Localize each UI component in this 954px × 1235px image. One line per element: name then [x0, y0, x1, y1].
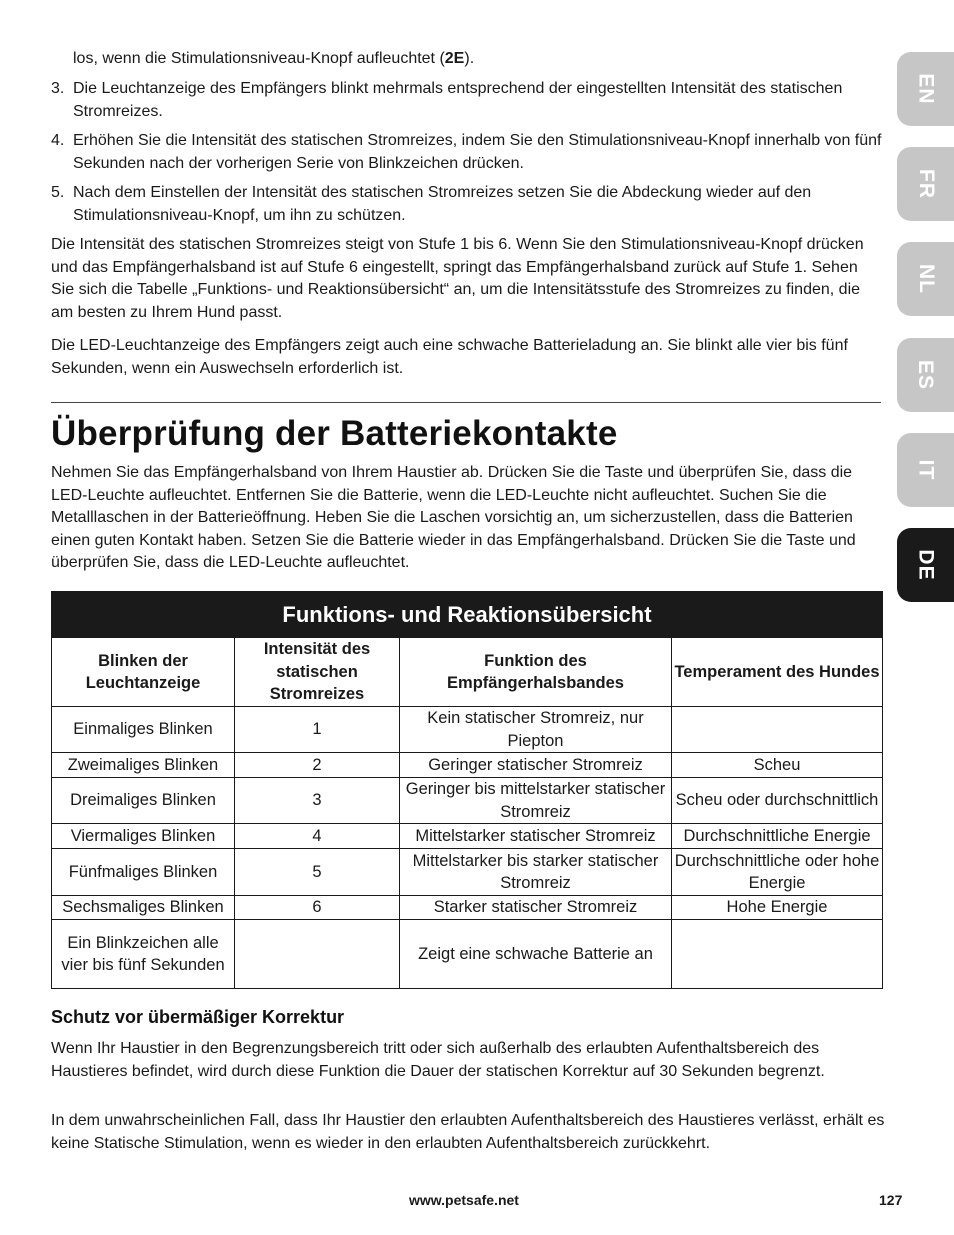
tab-es[interactable]: [897, 338, 954, 412]
tab-fr[interactable]: [897, 147, 954, 221]
step-continuation-text: los, wenn die Stimulationsniveau-Knopf aufleuchtet (: [73, 50, 445, 67]
table-cell: Durchschnittliche Energie: [672, 824, 883, 849]
step-text: Erhöhen Sie die Intensität des statischen Stromreizes, indem Sie den Stimulationsniveau-Knopf innerhalb von fünf Sekunden nach der vorherigen Serie von Blinkzeichen drücken.: [73, 132, 882, 172]
table-row: [52, 849, 883, 896]
table-cell: Geringer statischer Stromreiz: [400, 753, 672, 778]
table-cell: 1: [235, 707, 400, 753]
table-cell: Scheu oder durchschnittlich: [672, 778, 883, 824]
led-paragraph: Die LED-Leuchtanzeige des Empfängers zeigt auch eine schwache Batterieladung an. Sie blinkt alle vier bis fünf Sekunden, wenn ein Auswechseln erforderlich ist.: [51, 337, 848, 377]
step-number: 3.: [51, 80, 65, 97]
function-table: [51, 591, 883, 989]
table-cell: Einmaliges Blinken: [52, 707, 235, 753]
table-row: [52, 824, 883, 849]
subsection-paragraph-2: In dem unwahrscheinlichen Fall, dass Ihr Haustier den erlaubten Aufenthaltsbereich des Haustieres verlässt, erhält es keine Statische Stimulation, wenn es wieder in den erlaubten Aufenthaltsbereich zurückkehrt.: [51, 1112, 885, 1152]
step-4: [51, 130, 882, 175]
tab-en[interactable]: [897, 52, 954, 126]
step-3: [51, 78, 882, 123]
step-text: Die Leuchtanzeige des Empfängers blinkt mehrmals entsprechend der eingestellten Intensität des statischen Stromreizes.: [73, 80, 843, 120]
column-header: Temperament des Hundes: [672, 638, 883, 707]
subsection-paragraph-1: Wenn Ihr Haustier in den Begrenzungsbereich tritt oder sich außerhalb des erlaubten Aufenthaltsbereich des Haustieres befindet, wird durch diese Funktion die Dauer der statischen Korrektur auf 30 Sekunden begrenzt.: [51, 1040, 825, 1080]
footer-url: www.petsafe.net: [409, 1192, 519, 1208]
step-text: Nach dem Einstellen der Intensität des statischen Stromreizes setzen Sie die Abdeckung wieder auf den Stimulationsniveau-Knopf, um ihn zu schützen.: [73, 184, 812, 224]
tab-it[interactable]: [897, 433, 954, 507]
table-cell: 2: [235, 753, 400, 778]
table-cell: Fünfmaliges Blinken: [52, 849, 235, 896]
table-cell: Mittelstarker bis starker statischer Stromreiz: [400, 849, 672, 896]
subheading: Schutz vor übermäßiger Korrektur: [51, 1007, 345, 1027]
step-continuation: [51, 48, 882, 71]
section-divider: [51, 402, 881, 403]
tab-nl[interactable]: [897, 242, 954, 316]
table-cell: Durchschnittliche oder hohe Energie: [672, 849, 883, 896]
table-cell: 5: [235, 849, 400, 896]
figure-ref: 2E: [444, 50, 465, 67]
step-5: [51, 182, 882, 227]
table-cell: Mittelstarker statischer Stromreiz: [400, 824, 672, 849]
table-cell: Zweimaliges Blinken: [52, 753, 235, 778]
table-row: [52, 896, 883, 920]
section-body: Nehmen Sie das Empfängerhalsband von Ihrem Haustier ab. Drücken Sie die Taste und überprüfen Sie, dass die LED-Leuchte aufleuchtet. Entfernen Sie die Batterie, wenn die LED-Leuchte nicht aufleuchtet. Suchen Sie die Metalllaschen in der Batterieöffnung. Heben Sie die Laschen vorsichtig an, um sicherzustellen, dass die Batterien einen guten Kontakt haben. Setzen Sie die Batterie wieder in das Empfängerhalsband. Drücken Sie die Taste und überprüfen Sie, dass die LED-Leuchte aufleuchtet.: [51, 464, 856, 571]
table-cell: [235, 920, 400, 989]
table-cell: Scheu: [672, 753, 883, 778]
table-cell: [672, 707, 883, 753]
tab-label: IT: [914, 459, 938, 481]
tab-label: EN: [914, 73, 938, 105]
table-row: [52, 778, 883, 824]
tab-label: ES: [914, 359, 938, 391]
column-header: Intensität des statischen Stromreizes: [235, 638, 400, 707]
table-row: [52, 707, 883, 753]
table-cell: Viermaliges Blinken: [52, 824, 235, 849]
table-title: Funktions- und Reaktionsübersicht: [52, 592, 883, 638]
table-cell: 6: [235, 896, 400, 920]
table-cell: [672, 920, 883, 989]
table-cell: Sechsmaliges Blinken: [52, 896, 235, 920]
table-cell: Dreimaliges Blinken: [52, 778, 235, 824]
step-number: 5.: [51, 184, 65, 201]
table-row: [52, 753, 883, 778]
column-header: Funktion des Empfängerhalsbandes: [400, 638, 672, 707]
table-cell: Starker statischer Stromreiz: [400, 896, 672, 920]
intensity-paragraph: Die Intensität des statischen Stromreizes steigt von Stufe 1 bis 6. Wenn Sie den Stimulationsniveau-Knopf drücken und das Empfängerhalsband ist auf Stufe 6 eingestellt, springt das Empfängerhalsband zurück auf Stufe 1. Sehen Sie sich die Tabelle „Funktions- und Reaktionsübersicht“ an, um die Intensitätsstufe des Stromreizes zu finden, die am besten zu Ihrem Hund passt.: [51, 236, 864, 321]
table-cell: Ein Blinkzeichen alle vier bis fünf Sekunden: [52, 920, 235, 989]
table-cell: Kein statischer Stromreiz, nur Piepton: [400, 707, 672, 753]
tab-label: DE: [914, 549, 938, 581]
column-header: Blinken der Leuchtanzeige: [52, 638, 235, 707]
tab-label: FR: [914, 169, 938, 199]
step-continuation-end: ).: [464, 50, 475, 67]
page-number: 127: [879, 1192, 903, 1208]
step-number: 4.: [51, 132, 65, 149]
table-row: [52, 920, 883, 989]
table-cell: Zeigt eine schwache Batterie an: [400, 920, 672, 989]
table-cell: Geringer bis mittelstarker statischer Stromreiz: [400, 778, 672, 824]
tab-de[interactable]: [897, 528, 954, 602]
table-cell: 3: [235, 778, 400, 824]
section-title: Überprüfung der Batteriekontakte: [51, 414, 618, 453]
table-cell: Hohe Energie: [672, 896, 883, 920]
tab-label: NL: [914, 264, 938, 294]
table-cell: 4: [235, 824, 400, 849]
